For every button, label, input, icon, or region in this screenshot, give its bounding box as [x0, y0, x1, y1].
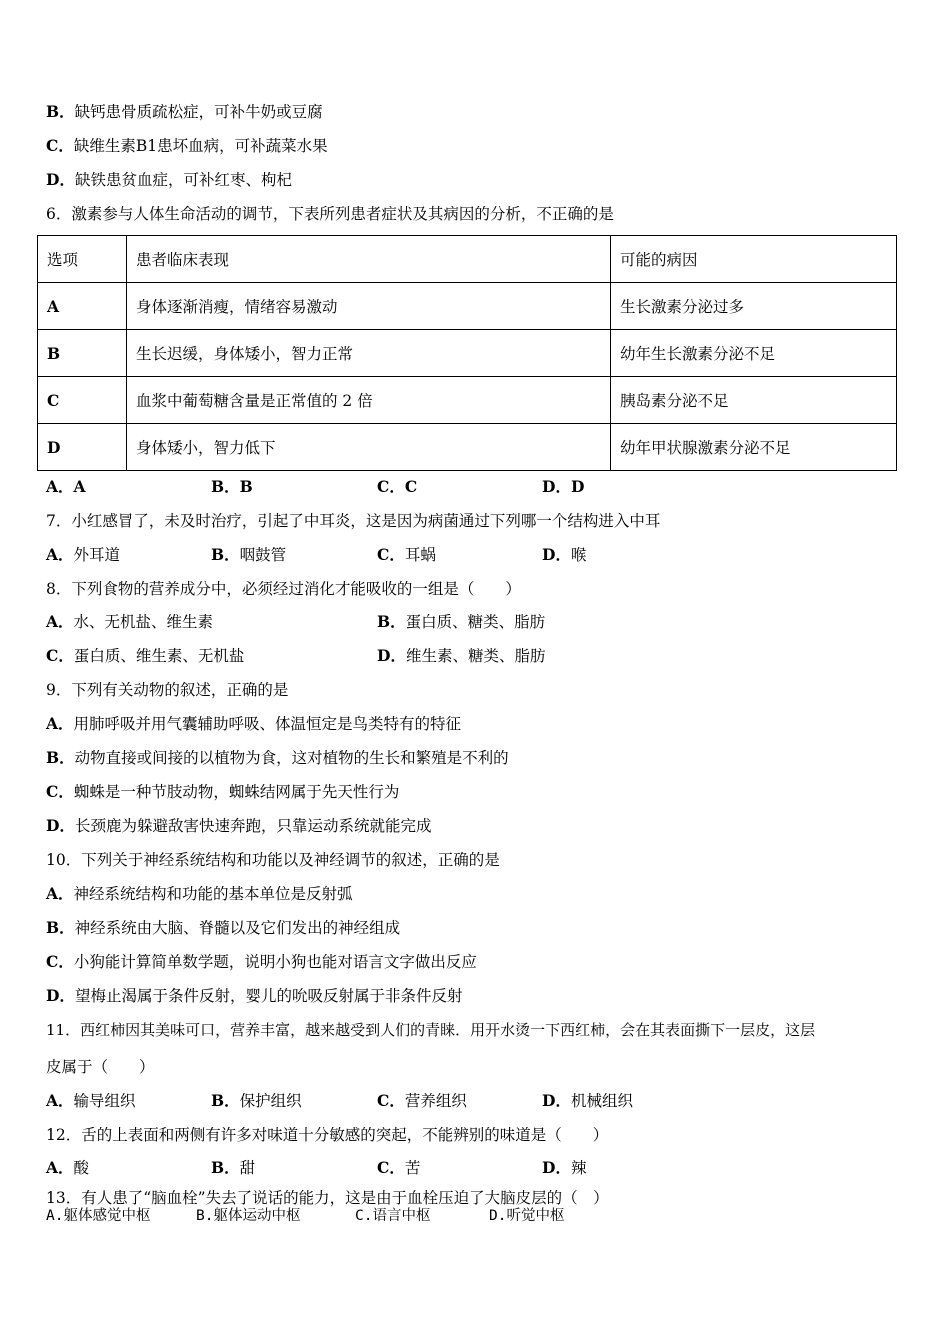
q11-option-d: D．机械组织 — [542, 1091, 633, 1110]
q8-option-d: D．维生素、糖类、脂肪 — [377, 646, 546, 665]
q6-option-a: A．A — [46, 477, 86, 496]
q12-option-b: B．甜 — [211, 1158, 256, 1177]
q7-option-c: C．耳蜗 — [377, 545, 436, 564]
q8-option-b: B．蛋白质、糖类、脂肪 — [377, 612, 546, 631]
table-cell: 幼年生长激素分泌不足 — [611, 330, 897, 377]
q9-stem: 9．下列有关动物的叙述，正确的是 — [46, 681, 289, 699]
q11-option-c: C．营养组织 — [377, 1091, 467, 1110]
table-cell: 幼年甲状腺激素分泌不足 — [611, 424, 897, 471]
table-header-cell: 选项 — [38, 236, 127, 283]
table-header-cell: 患者临床表现 — [127, 236, 611, 283]
q11-stem-line2: 皮属于（ ） — [46, 1058, 155, 1076]
q10-option-b: B．神经系统由大脑、脊髓以及它们发出的神经组成 — [46, 918, 401, 937]
q9-option-b: B．动物直接或间接的以植物为食，这对植物的生长和繁殖是不利的 — [46, 748, 509, 767]
table-cell: 生长迟缓，身体矮小，智力正常 — [127, 330, 611, 377]
table-cell: 生长激素分泌过多 — [611, 283, 897, 330]
q6-option-b: B．B — [211, 477, 253, 496]
q11-stem-line1: 11．西红柿因其美味可口，营养丰富，越来越受到人们的青睐．用开水烫一下西红柿，会在其表面撕下一层皮，这层 — [46, 1021, 816, 1039]
q8-option-a: A．水、无机盐、维生素 — [46, 612, 214, 631]
q11-option-a: A．输导组织 — [46, 1091, 136, 1110]
table-row — [38, 330, 897, 377]
table-cell: 身体矮小，智力低下 — [127, 424, 611, 471]
table-cell: A — [38, 283, 127, 330]
q8-option-c: C．蛋白质、维生素、无机盐 — [46, 646, 245, 665]
table-header-row — [38, 236, 897, 283]
q13-option-a: A.躯体感觉中枢 — [46, 1208, 151, 1224]
q9-option-d: D．长颈鹿为躲避敌害快速奔跑，只靠运动系统就能完成 — [46, 816, 432, 835]
q7-option-b: B．咽鼓管 — [211, 545, 287, 564]
q6-table — [37, 235, 897, 471]
q8-stem: 8．下列食物的营养成分中，必须经过消化才能吸收的一组是（ ） — [46, 580, 521, 598]
table-cell: B — [38, 330, 127, 377]
q10-option-c: C．小狗能计算简单数学题，说明小狗也能对语言文字做出反应 — [46, 952, 477, 971]
q12-option-a: A．酸 — [46, 1158, 90, 1177]
table-cell: C — [38, 377, 127, 424]
q7-option-d: D．喉 — [542, 545, 587, 564]
q12-stem: 12．舌的上表面和两侧有许多对味道十分敏感的突起，不能辨别的味道是（ ） — [46, 1126, 609, 1144]
q5-option-d: D．缺铁患贫血症，可补红枣、枸杞 — [46, 170, 292, 189]
q12-option-c: C．苦 — [377, 1158, 421, 1177]
q6-option-d: D．D — [542, 477, 585, 496]
table-cell: 血浆中葡萄糖含量是正常值的 2 倍 — [127, 377, 611, 424]
q10-stem: 10．下列关于神经系统结构和功能以及神经调节的叙述，正确的是 — [46, 851, 500, 869]
table-row — [38, 424, 897, 471]
q7-option-a: A．外耳道 — [46, 545, 121, 564]
q11-option-b: B．保护组织 — [211, 1091, 302, 1110]
q5-option-c: C．缺维生素B1患坏血病，可补蔬菜水果 — [46, 136, 328, 155]
q12-option-d: D．辣 — [542, 1158, 587, 1177]
table-cell: 胰岛素分泌不足 — [611, 377, 897, 424]
q5-option-b: B．缺钙患骨质疏松症，可补牛奶或豆腐 — [46, 102, 323, 121]
q13-option-d: D.听觉中枢 — [489, 1208, 565, 1224]
q6-stem: 6．激素参与人体生命活动的调节，下表所列患者症状及其病因的分析，不正确的是 — [46, 205, 614, 223]
table-row — [38, 283, 897, 330]
q7-stem: 7．小红感冒了，未及时治疗，引起了中耳炎，这是因为病菌通过下列哪一个结构进入中耳 — [46, 512, 661, 530]
table-cell: 身体逐渐消瘦，情绪容易激动 — [127, 283, 611, 330]
table-header-cell: 可能的病因 — [611, 236, 897, 283]
q10-option-d: D．望梅止渴属于条件反射，婴儿的吮吸反射属于非条件反射 — [46, 986, 463, 1005]
q9-option-a: A．用肺呼吸并用气囊辅助呼吸、体温恒定是鸟类特有的特征 — [46, 714, 462, 733]
q13-stem: 13．有人患了“脑血栓”失去了说话的能力，这是由于血栓压迫了大脑皮层的（ ） — [46, 1189, 609, 1207]
table-row — [38, 377, 897, 424]
q13-option-c: C.语言中枢 — [355, 1208, 431, 1224]
q10-option-a: A．神经系统结构和功能的基本单位是反射弧 — [46, 884, 353, 903]
q13-option-b: B.躯体运动中枢 — [196, 1208, 301, 1224]
q9-option-c: C．蜘蛛是一种节肢动物，蜘蛛结网属于先天性行为 — [46, 782, 400, 801]
q6-option-c: C．C — [377, 477, 418, 496]
table-cell: D — [38, 424, 127, 471]
